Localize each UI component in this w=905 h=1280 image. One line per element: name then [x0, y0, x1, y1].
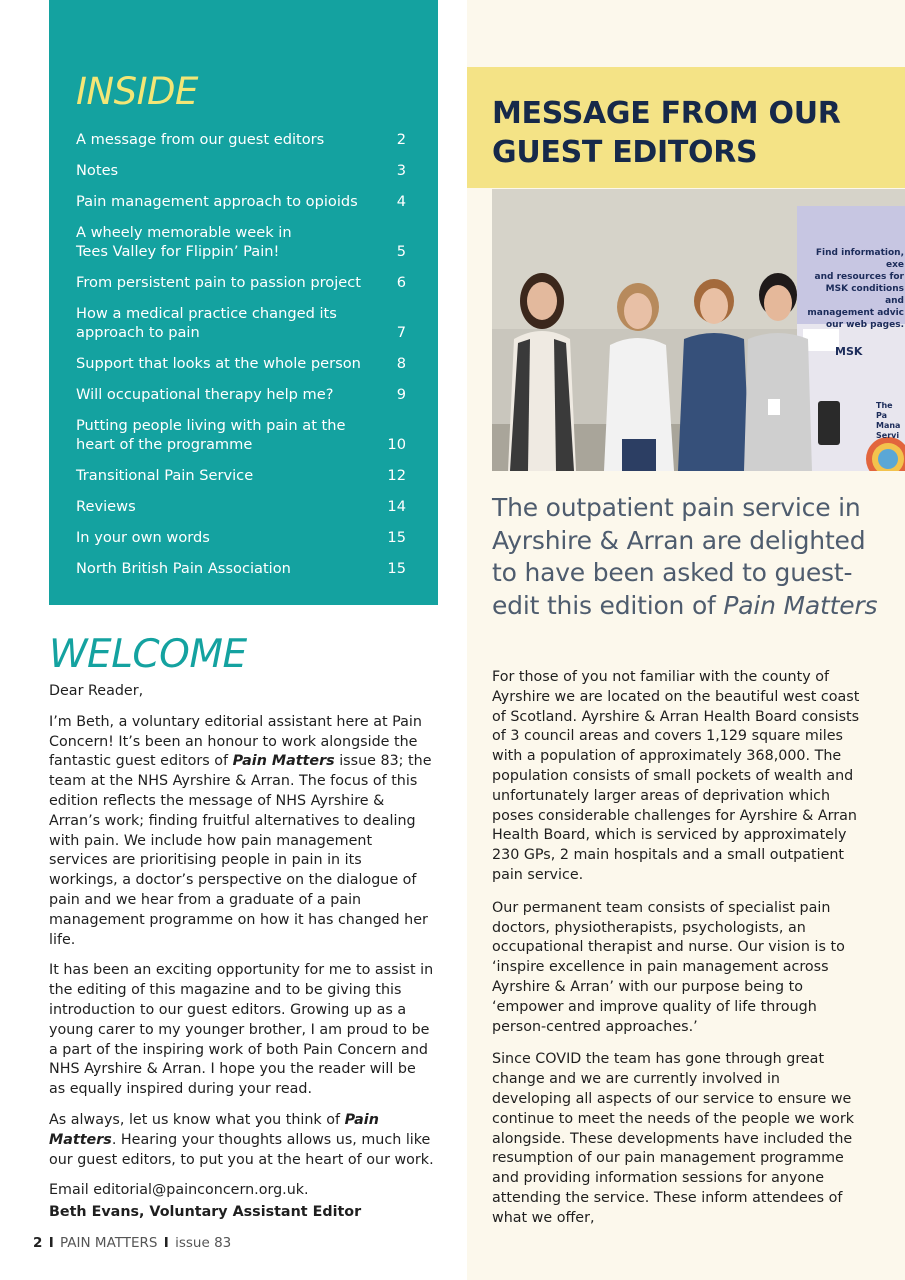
contents-item — [76, 497, 406, 516]
footer-separator-2: I — [163, 1235, 169, 1251]
editors-paragraph-1: For those of you not familiar with the county of Ayrshire we are located on the beautiful west coast of Scotland. Ayrshire & Arran Health Board consists of 3 council areas and covers 1,129 square miles with a population of approximately 368,000. The population consists of small pockets of wealth and unfortunately larger areas of deprivation which poses considerable challenges for Ayrshire & Arran Health Board, which is serviced by approximately 230 GPs, 2 main hospitals and a small outpatient pain service. — [492, 669, 860, 883]
contents-item-page: 8 — [396, 355, 406, 372]
editors-subheading: The outpatient pain service in Ayrshire & Arran are delighted to have been asked to guest-edit this edition of Pain Matters — [492, 493, 878, 620]
contents-item-page: 10 — [387, 436, 406, 453]
footer-issue: issue 83 — [175, 1235, 232, 1251]
contents-item-title: How a medical practice changed its approach to pain — [76, 305, 337, 341]
welcome-paragraph-3: As always, let us know what you think of Pain Matters. Hearing your thoughts allows us, much like our guest editors, to put you at the heart of our work. — [49, 1111, 434, 1168]
editors-paragraph-3: Since COVID the team has gone through great change and we are currently involved in developing all aspects of our service to ensure we continue to meet the needs of the people we work alongside. These developments have included the resumption of our pain management programme and providing information sessions for anyone attending the service. These inform attendees of what we offer, — [492, 1051, 854, 1226]
contents-item-title: Notes — [76, 162, 119, 179]
contents-item — [76, 528, 406, 547]
contents-item-title: Will occupational therapy help me? — [76, 386, 334, 403]
contents-item-title: A wheely memorable week in Tees Valley for Flippin’ Pain! — [76, 224, 292, 260]
contents-item — [76, 385, 406, 404]
contents-item — [76, 192, 406, 211]
contents-item-page: 15 — [387, 560, 406, 577]
contents-item-page: 2 — [396, 131, 406, 148]
welcome-body — [49, 682, 434, 1234]
poster-side-text: The Pa Mana Servi — [876, 401, 901, 440]
contents-item — [76, 304, 406, 342]
welcome-email: Email editorial@painconcern.org.uk. — [49, 1182, 309, 1199]
contents-item — [76, 223, 406, 261]
contents-item-page: 7 — [396, 324, 406, 341]
contents-item-page: 3 — [396, 162, 406, 179]
contents-item-title: From persistent pain to passion project — [76, 274, 361, 291]
poster-logo: MSK — [835, 345, 863, 358]
contents-item-page: 5 — [396, 243, 406, 260]
contents-item-page: 14 — [387, 498, 406, 515]
contents-item — [76, 416, 406, 454]
contents-item-page: 6 — [396, 274, 406, 291]
contents-item-title: Pain management approach to opioids — [76, 193, 358, 210]
contents-item-title: Transitional Pain Service — [76, 467, 254, 484]
contents-title: INSIDE — [76, 70, 198, 113]
contents-item — [76, 559, 406, 578]
contents-item — [76, 130, 406, 149]
guest-editors-photo — [492, 189, 905, 471]
welcome-paragraph-1: I’m Beth, a voluntary editorial assistant here at Pain Concern! It’s been an honour to work alongside the fantastic guest editors of Pain Matters issue 83; the team at the NHS Ayrshire & Arran. The focus of this edition reflects the message of NHS Ayrshire & Arran’s work; finding fruitful alternatives to dealing with pain. We include how pain management services are prioritising people in pain in its workings, a doctor’s perspective on the dialogue of pain and we hear from a graduate of a pain management programme on how it has changed her life. — [49, 713, 432, 948]
contents-item-title: North British Pain Association — [76, 560, 291, 577]
editors-heading: MESSAGE FROM OUR GUEST EDITORS — [492, 96, 841, 170]
contents-item — [76, 273, 406, 292]
footer-magazine: PAIN MATTERS — [60, 1235, 158, 1251]
contents-panel — [49, 0, 438, 605]
contents-item-page: 4 — [396, 193, 406, 210]
contents-item-page: 12 — [387, 467, 406, 484]
contents-item — [76, 161, 406, 180]
welcome-signature: Beth Evans, Voluntary Assistant Editor — [49, 1204, 362, 1221]
contents-item-title: A message from our guest editors — [76, 131, 325, 148]
contents-item-title: Support that looks at the whole person — [76, 355, 361, 372]
contents-item-title: Reviews — [76, 498, 136, 515]
editors-heading-box — [467, 67, 905, 188]
contents-item — [76, 354, 406, 373]
contents-item-page: 15 — [387, 529, 406, 546]
footer-page-number: 2 — [33, 1235, 43, 1251]
welcome-salutation: Dear Reader, — [49, 683, 144, 699]
contents-item-title: In your own words — [76, 529, 210, 546]
editors-body — [492, 668, 862, 1242]
footer-separator: I — [48, 1235, 54, 1251]
editors-paragraph-2: Our permanent team consists of specialist pain doctors, physiotherapists, psychologists, an occupational therapist and nurse. Our vision is to ‘inspire excellence in pain management across Ayrshire & Arran’ with our purpose being to ‘empower and improve quality of life through person-centred approaches.’ — [492, 899, 845, 1035]
contents-item-title: Putting people living with pain at the heart of the programme — [76, 417, 346, 453]
page-footer — [33, 1235, 231, 1251]
contents-item — [76, 466, 406, 485]
contents-list — [76, 130, 406, 590]
welcome-title: WELCOME — [49, 632, 247, 677]
contents-item-page: 9 — [396, 386, 406, 403]
welcome-paragraph-2: It has been an exciting opportunity for me to assist in the editing of this magazine and to be giving this introduction to our guest editors. Growing up as a young carer to my younger brother, I am proud to be a part of the inspiring work of both Pain Concern and NHS Ayrshire & Arran. I hope you the reader will be as equally inspired during your read. — [49, 962, 434, 1098]
poster-text: Find information, exe and resources for MSK conditions and management advic our web pages. — [807, 248, 904, 330]
